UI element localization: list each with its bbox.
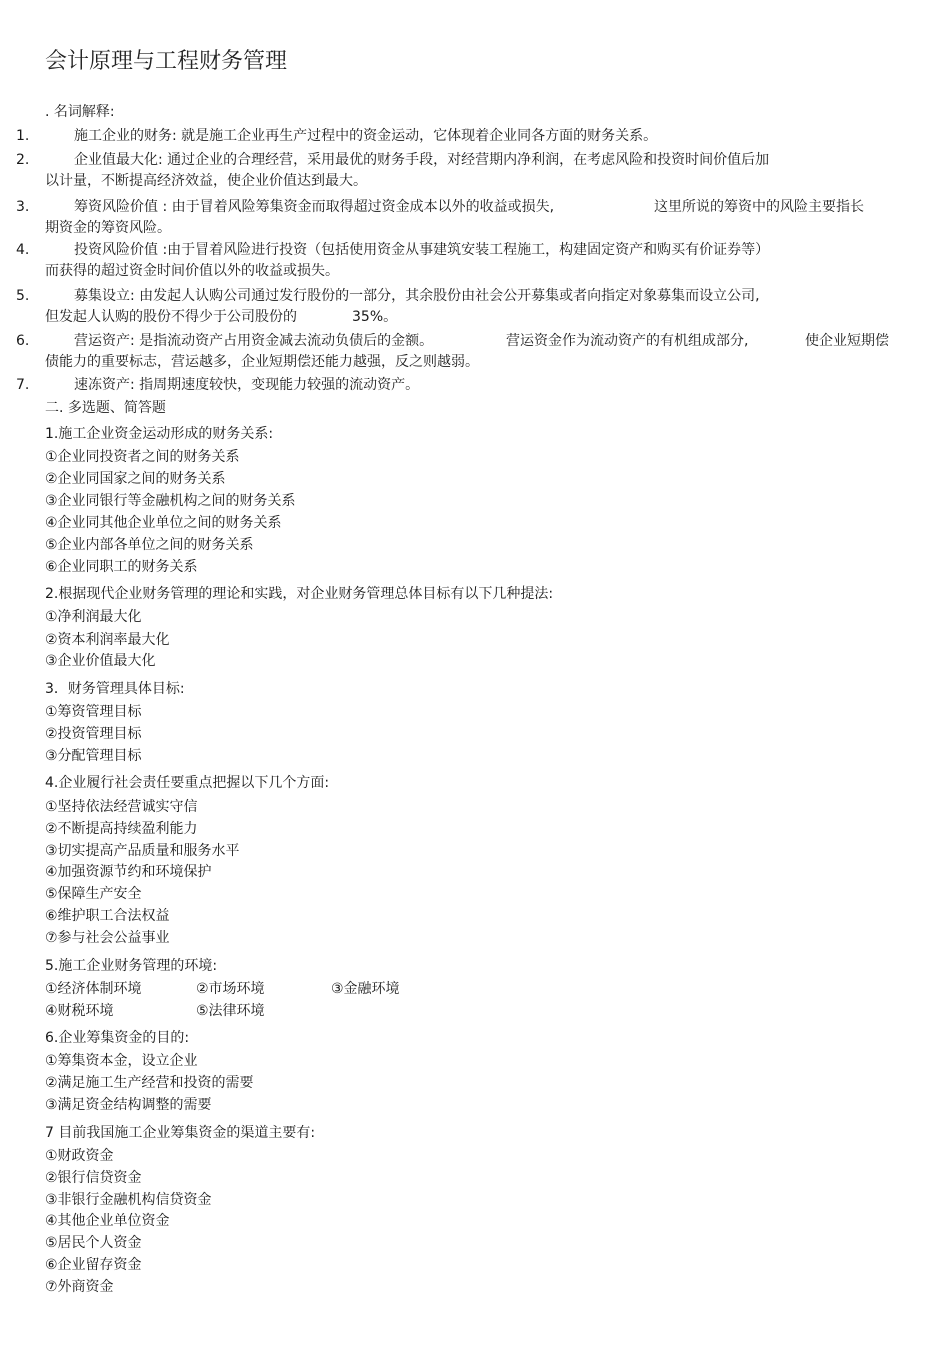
option-item: ①经济体制环境	[45, 981, 142, 997]
definition-text: 以计量，不断提高经济效益，使企业价值达到最大。	[45, 173, 367, 189]
page-title: 会计原理与工程财务管理	[45, 49, 288, 74]
option-item: ②资本利润率最大化	[45, 632, 170, 648]
option-item: ⑤居民个人资金	[45, 1235, 142, 1251]
item-number: 3.	[16, 199, 30, 215]
option-item: ④企业同其他企业单位之间的财务关系	[45, 515, 282, 531]
item-number: 2.	[16, 152, 30, 168]
option-item: ③金融环境	[331, 981, 400, 997]
option-item: ③企业同银行等金融机构之间的财务关系	[45, 493, 296, 509]
option-item: ⑦外商资金	[45, 1279, 114, 1295]
question-title: 2.根据现代企业财务管理的理论和实践，对企业财务管理总体目标有以下几种提法:	[45, 586, 554, 602]
question-title: 5.施工企业财务管理的环境:	[45, 958, 218, 974]
definition-text: 募集设立: 由发起人认购公司通过发行股份的一部分，其余股份由社会公开募集或者向指定对象募集而设立公司,	[74, 288, 760, 304]
option-item: ③切实提高产品质量和服务水平	[45, 843, 240, 859]
item-number: 7.	[16, 377, 30, 393]
option-item: ③非银行金融机构信贷资金	[45, 1192, 212, 1208]
section-heading: . 名词解释:	[45, 104, 115, 120]
section-heading: 二. 多选题、简答题	[45, 400, 166, 416]
option-item: ②企业同国家之间的财务关系	[45, 471, 226, 487]
question-title: 4.企业履行社会责任要重点把握以下几个方面:	[45, 775, 330, 791]
definition-text: 但发起人认购的股份不得少于公司股份的	[45, 309, 297, 325]
item-number: 5.	[16, 288, 30, 304]
option-item: ②银行信贷资金	[45, 1170, 142, 1186]
question-title: 6.企业筹集资金的目的:	[45, 1030, 190, 1046]
definition-text: 投资风险价值 :由于冒着风险进行投资（包括使用资金从事建筑安装工程施工，构建固定资产和购买有价证券等）	[74, 242, 770, 258]
option-item: ④财税环境	[45, 1003, 114, 1019]
option-item: ①筹资管理目标	[45, 704, 142, 720]
definition-text: 营运资金作为流动资产的有机组成部分,	[506, 333, 749, 349]
option-item: ③企业价值最大化	[45, 653, 156, 669]
option-item: ⑤保障生产安全	[45, 886, 142, 902]
question-title: 7 目前我国施工企业筹集资金的渠道主要有:	[45, 1125, 316, 1141]
option-item: ②市场环境	[196, 981, 265, 997]
option-item: ①财政资金	[45, 1148, 114, 1164]
option-item: ②不断提高持续盈利能力	[45, 821, 198, 837]
definition-text: 而获得的超过资金时间价值以外的收益或损失。	[45, 263, 339, 279]
question-title: 1.施工企业资金运动形成的财务关系:	[45, 426, 274, 442]
option-item: ④其他企业单位资金	[45, 1213, 170, 1229]
option-item: ⑤企业内部各单位之间的财务关系	[45, 537, 254, 553]
question-title: 3．财务管理具体目标:	[45, 681, 185, 697]
option-item: ①企业同投资者之间的财务关系	[45, 449, 240, 465]
option-item: ①坚持依法经营诚实守信	[45, 799, 198, 815]
option-item: ②投资管理目标	[45, 726, 142, 742]
definition-text: 企业值最大化: 通过企业的合理经营，采用最优的财务手段，对经营期内净利润，在考虑风险和投资时间价值后加	[74, 152, 770, 168]
option-item: ⑥企业留存资金	[45, 1257, 142, 1273]
definition-text: 筹资风险价值 : 由于冒着风险筹集资金而取得超过资金成本以外的收益或损失,	[74, 199, 555, 215]
option-item: ①净利润最大化	[45, 609, 142, 625]
option-item: ③满足资金结构调整的需要	[45, 1097, 212, 1113]
definition-text: 速冻资产: 指周期速度较快，变现能力较强的流动资产。	[74, 377, 420, 393]
definition-text: 35%。	[352, 309, 398, 325]
option-item: ⑥企业同职工的财务关系	[45, 559, 198, 575]
option-item: ⑤法律环境	[196, 1003, 265, 1019]
option-item: ③分配管理目标	[45, 748, 142, 764]
definition-text: 债能力的重要标志，营运越多，企业短期偿还能力越强，反之则越弱。	[45, 354, 479, 370]
item-number: 6.	[16, 333, 30, 349]
option-item: ④加强资源节约和环境保护	[45, 864, 212, 880]
option-item: ①筹集资本金，设立企业	[45, 1053, 198, 1069]
definition-text: 使企业短期偿	[805, 333, 889, 349]
definition-text: 这里所说的筹资中的风险主要指长	[654, 199, 864, 215]
item-number: 4.	[16, 242, 30, 258]
definition-text: 期资金的筹资风险。	[45, 220, 171, 236]
option-item: ②满足施工生产经营和投资的需要	[45, 1075, 254, 1091]
item-number: 1.	[16, 128, 30, 144]
option-item: ⑦参与社会公益事业	[45, 930, 170, 946]
definition-text: 营运资产: 是指流动资产占用资金减去流动负债后的金额。	[74, 333, 434, 349]
option-item: ⑥维护职工合法权益	[45, 908, 170, 924]
definition-text: 施工企业的财务: 就是施工企业再生产过程中的资金运动，它体现着企业同各方面的财务关系。	[74, 128, 658, 144]
